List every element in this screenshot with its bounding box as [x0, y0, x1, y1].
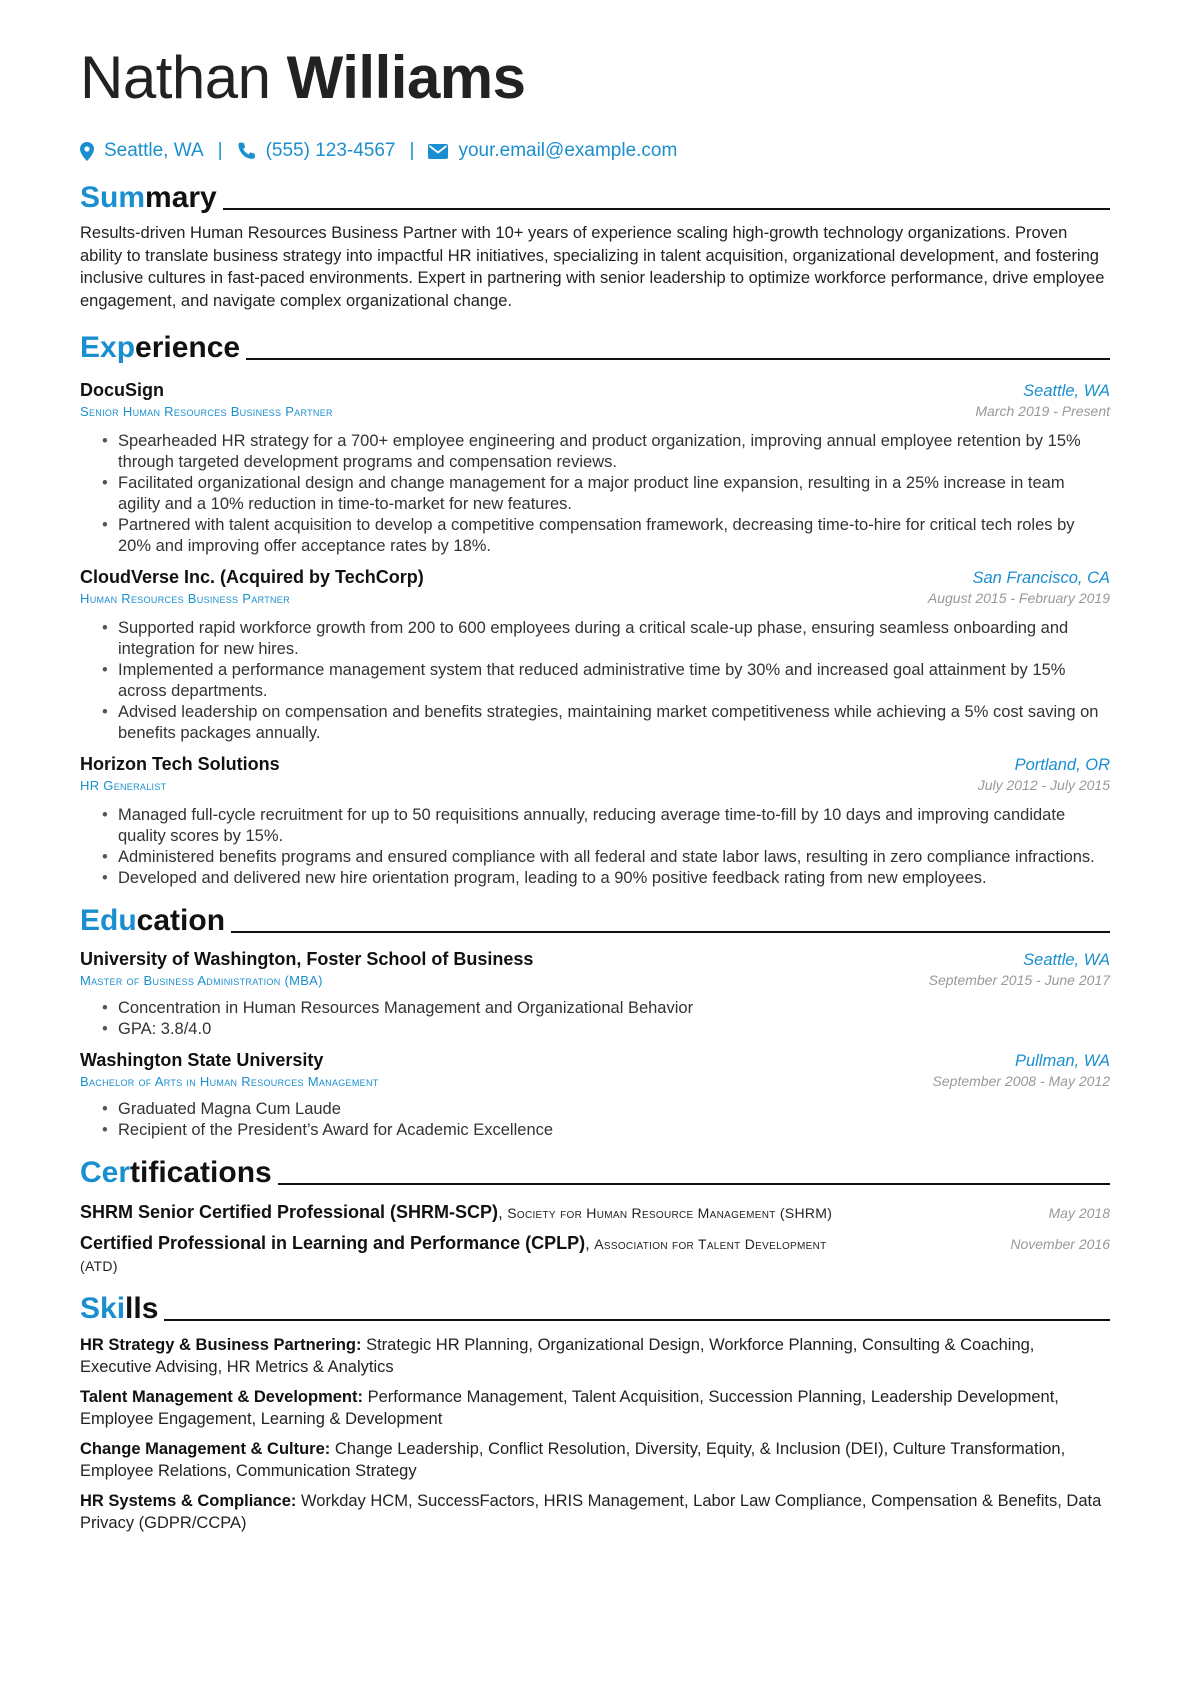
section-rule	[231, 931, 1110, 933]
certification-item: Certified Professional in Learning and Performance (CPLP), Association for Talent Development (ATD) November 2016	[80, 1233, 1110, 1274]
bullet-item: • Facilitated organizational design and change management for a major product line expansion, resulting in a 25% increase in team agility and a 10% reduction in time-to-market for new features.	[118, 473, 1110, 515]
section-title: Certifications	[80, 1156, 272, 1189]
skill-group	[80, 1387, 1110, 1430]
contact-location	[80, 140, 204, 162]
first-name: Nathan	[80, 44, 271, 111]
location-text: Seattle, WA	[104, 140, 204, 161]
last-name: Williams	[286, 44, 526, 111]
job-title: HR Generalist	[80, 778, 167, 793]
section-title: Skills	[80, 1292, 159, 1325]
job-dates: March 2019 - Present	[975, 403, 1110, 419]
job-dates: August 2015 - February 2019	[927, 590, 1110, 606]
section-skills-header	[80, 1287, 1110, 1327]
section-title: Education	[80, 904, 226, 937]
school-location: Seattle, WA	[1023, 951, 1110, 969]
skill-group	[80, 1491, 1110, 1534]
email-link[interactable]: your.email@example.com	[458, 140, 678, 161]
skill-list: Change Leadership, Conflict Resolution, Diversity, Equity, & Inclusion (DEI), Culture Transformation, Employee Relations, Communication Strategy	[80, 1440, 1066, 1480]
section-rule	[164, 1319, 1110, 1321]
skill-category: HR Systems & Compliance:	[80, 1492, 297, 1510]
skill-category: Talent Management & Development:	[80, 1388, 363, 1406]
bullet-item: • Developed and delivered new hire orientation program, leading to a 90% positive feedback rating from new employees.	[118, 868, 1110, 889]
bullet-list	[80, 618, 1110, 744]
cert-name: SHRM Senior Certified Professional (SHRM-SCP)	[80, 1202, 499, 1222]
experience-entry-cloudverse	[80, 567, 1110, 744]
bullet-item: • Advised leadership on compensation and benefits strategies, maintaining market competitiveness while achieving a 5% cost saving on benefits packages annually.	[118, 702, 1110, 744]
job-location: Seattle, WA	[1023, 382, 1110, 400]
bullet-item: • Partnered with talent acquisition to develop a competitive compensation framework, decreasing time-to-hire for critical tech roles by 20% and improving offer acceptance rates by 18%.	[118, 515, 1110, 557]
bullet-item: • Spearheaded HR strategy for a 700+ employee engineering and product organization, improving annual employee retention by 15% through targeted development programs and compensation reviews.	[118, 431, 1110, 473]
bullet-item: • Graduated Magna Cum Laude	[118, 1099, 1110, 1120]
section-education-header	[80, 899, 1110, 939]
experience-entry-horizon	[80, 754, 1110, 889]
experience-entry-docusign	[80, 380, 1110, 557]
contact-separator: |	[409, 140, 415, 161]
education-entry-uw	[80, 949, 1110, 1040]
school-name: University of Washington, Foster School of Business	[80, 949, 534, 969]
section-certifications-header	[80, 1151, 1110, 1191]
phone-icon	[237, 142, 256, 161]
school-name: Washington State University	[80, 1050, 324, 1070]
bullet-item: • Administered benefits programs and ensured compliance with all federal and state labor laws, resulting in zero compliance infractions.	[118, 847, 1110, 868]
section-rule	[223, 208, 1110, 210]
company-name: DocuSign	[80, 380, 164, 400]
phone-link[interactable]: (555) 123-4567	[265, 140, 396, 161]
job-location: Portland, OR	[1014, 756, 1110, 774]
map-pin-icon	[80, 142, 94, 161]
job-title: Senior Human Resources Business Partner	[80, 404, 333, 419]
degree-name: Bachelor of Arts in Human Resources Management	[80, 1074, 379, 1089]
skill-group	[80, 1439, 1110, 1482]
skill-category: Change Management & Culture:	[80, 1440, 331, 1458]
section-summary-header	[80, 176, 1110, 216]
bullet-list	[80, 431, 1110, 557]
bullet-list	[80, 805, 1110, 889]
certification-item: SHRM Senior Certified Professional (SHRM-SCP), Society for Human Resource Management (SHRM) May 2018	[80, 1202, 1110, 1222]
bullet-item: • Supported rapid workforce growth from 200 to 600 employees during a critical scale-up phase, ensuring seamless onboarding and integration for new hires.	[118, 618, 1110, 660]
company-name: Horizon Tech Solutions	[80, 754, 280, 774]
job-title: Human Resources Business Partner	[80, 591, 290, 606]
school-dates: September 2015 - June 2017	[928, 972, 1110, 988]
summary-text: Results-driven Human Resources Business Partner with 10+ years of experience scaling high-growth technology organizations. Proven ability to translate business strategy into impactful HR initiatives, specializing in talent acquisition, organizational development, and fostering inclusive cultures in fast-paced environments. Expert in partnering with senior leadership to optimize workforce performance, drive employee engagement, and navigate complex organizational change.	[80, 224, 1105, 310]
job-dates: July 2012 - July 2015	[977, 777, 1110, 793]
bullet-item: • Implemented a performance management system that reduced administrative time by 30% and increased goal attainment by 15% across departments.	[118, 660, 1110, 702]
education-entry-wsu	[80, 1050, 1110, 1141]
cert-issuer: Association for Talent Development (ATD)	[80, 1236, 827, 1274]
school-dates: September 2008 - May 2012	[932, 1073, 1110, 1089]
degree-name: Master of Business Administration (MBA)	[80, 973, 323, 988]
section-title: Experience	[80, 331, 241, 364]
section-rule	[278, 1183, 1110, 1185]
cert-date: November 2016	[1010, 1236, 1110, 1252]
section-title: Summary	[80, 181, 217, 214]
cert-name: Certified Professional in Learning and Performance (CPLP)	[80, 1233, 586, 1253]
bullet-item: • Recipient of the President’s Award for Academic Excellence	[118, 1120, 1110, 1141]
school-location: Pullman, WA	[1014, 1052, 1110, 1070]
section-rule	[246, 358, 1110, 360]
skill-list: Strategic HR Planning, Organizational Design, Workforce Planning, Consulting & Coaching, Executive Advising, HR Metrics & Analytics	[80, 1336, 1035, 1376]
contact-phone	[237, 140, 396, 162]
cert-date: May 2018	[1048, 1205, 1110, 1221]
skill-list: Workday HCM, SuccessFactors, HRIS Management, Labor Law Compliance, Compensation & Benefits, Data Privacy (GDPR/CCPA)	[80, 1492, 1102, 1532]
section-experience-header	[80, 326, 1110, 366]
bullet-item: • Concentration in Human Resources Management and Organizational Behavior	[118, 998, 1110, 1019]
candidate-name	[80, 38, 1110, 118]
bullet-item: • Managed full-cycle recruitment for up to 50 requisitions annually, reducing average time-to-fill by 10 days and improving candidate quality scores by 15%.	[118, 805, 1110, 847]
cert-issuer: Society for Human Resource Management (SHRM)	[507, 1205, 833, 1221]
bullet-list	[80, 998, 1110, 1040]
contact-email	[428, 140, 677, 162]
contact-separator: |	[217, 140, 223, 161]
skill-group	[80, 1335, 1110, 1378]
company-name: CloudVerse Inc. (Acquired by TechCorp)	[80, 567, 424, 587]
envelope-icon	[428, 144, 448, 159]
job-location: San Francisco, CA	[972, 569, 1110, 587]
skill-list: Performance Management, Talent Acquisition, Succession Planning, Leadership Development, Employee Engagement, Learning & Development	[80, 1388, 1059, 1428]
skill-category: HR Strategy & Business Partnering:	[80, 1336, 362, 1354]
bullet-list	[80, 1099, 1110, 1141]
contact-line	[80, 136, 1110, 166]
bullet-item: • GPA: 3.8/4.0	[118, 1019, 1110, 1040]
